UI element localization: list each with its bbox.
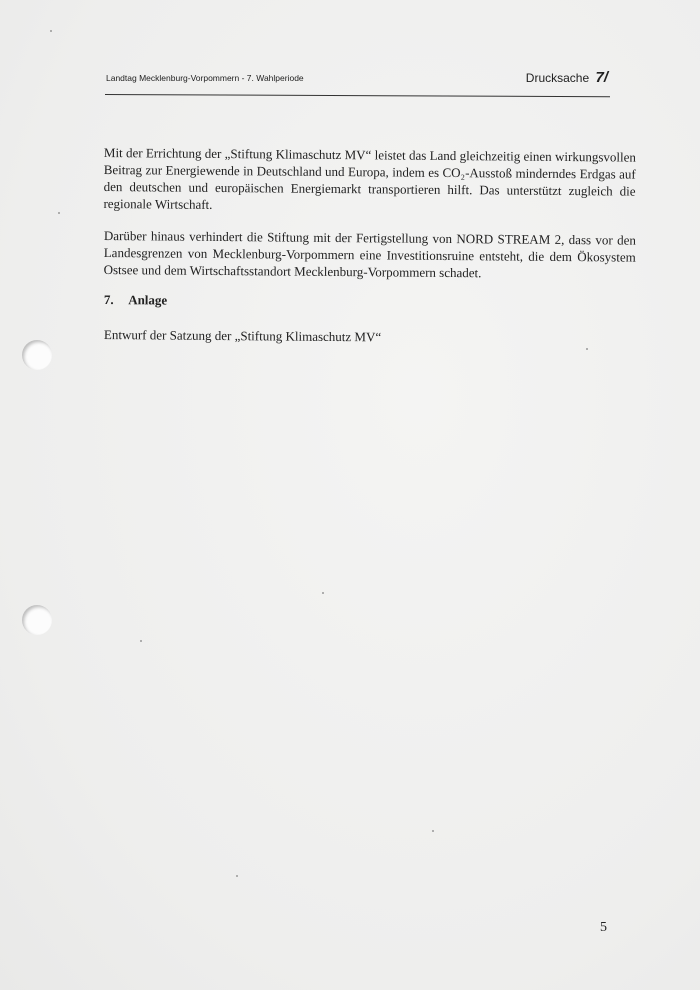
paragraph-nord-stream: Darüber hinaus verhindert die Stiftung mit der Fertigstellung von NORD STREAM 2, dass vor den Landesgrenzen von Mecklenburg-Vorpommern eine Investitionsruine entsteht, die dem Ökosystem Ostsee und dem Wirtschaftsstandort Mecklenburg-Vorpommern schadet. xyxy=(103,227,636,281)
punch-hole xyxy=(22,340,52,370)
section-heading xyxy=(104,292,167,309)
scan-speck xyxy=(140,640,142,642)
annex-description: Entwurf der Satzung der „Stiftung Klimaschutz MV“ xyxy=(103,327,382,345)
header-parliament-label: Landtag Mecklenburg-Vorpommern - 7. Wahlperiode xyxy=(106,73,304,83)
header-document-label: Drucksache xyxy=(525,71,590,85)
scan-speck xyxy=(586,348,588,350)
scan-speck xyxy=(50,30,52,32)
page-number: 5 xyxy=(600,920,607,935)
header-document-number: 7/ xyxy=(595,69,608,86)
punch-hole xyxy=(22,605,52,635)
header-divider xyxy=(105,94,610,97)
scan-speck xyxy=(322,592,324,594)
section-number: 7. xyxy=(103,292,114,308)
scan-speck xyxy=(58,212,60,214)
section-title: Anlage xyxy=(128,292,168,308)
header-document-id xyxy=(526,69,608,86)
scan-speck xyxy=(236,875,238,877)
scan-speck xyxy=(432,830,434,832)
paragraph-foundation-contribution: Mit der Errichtung der „Stiftung Klimaschutz MV“ leistet das Land gleichzeitig einen wirkungsvollen Beitrag zur Energiewende in Deutschland und Europa, indem es CO₂-Ausstoß minderndes Erdgas auf den deutschen und europäischen Energiemarkt transportieren hilft. Das unterstützt zugleich die regionale Wirtschaft. xyxy=(103,144,636,212)
